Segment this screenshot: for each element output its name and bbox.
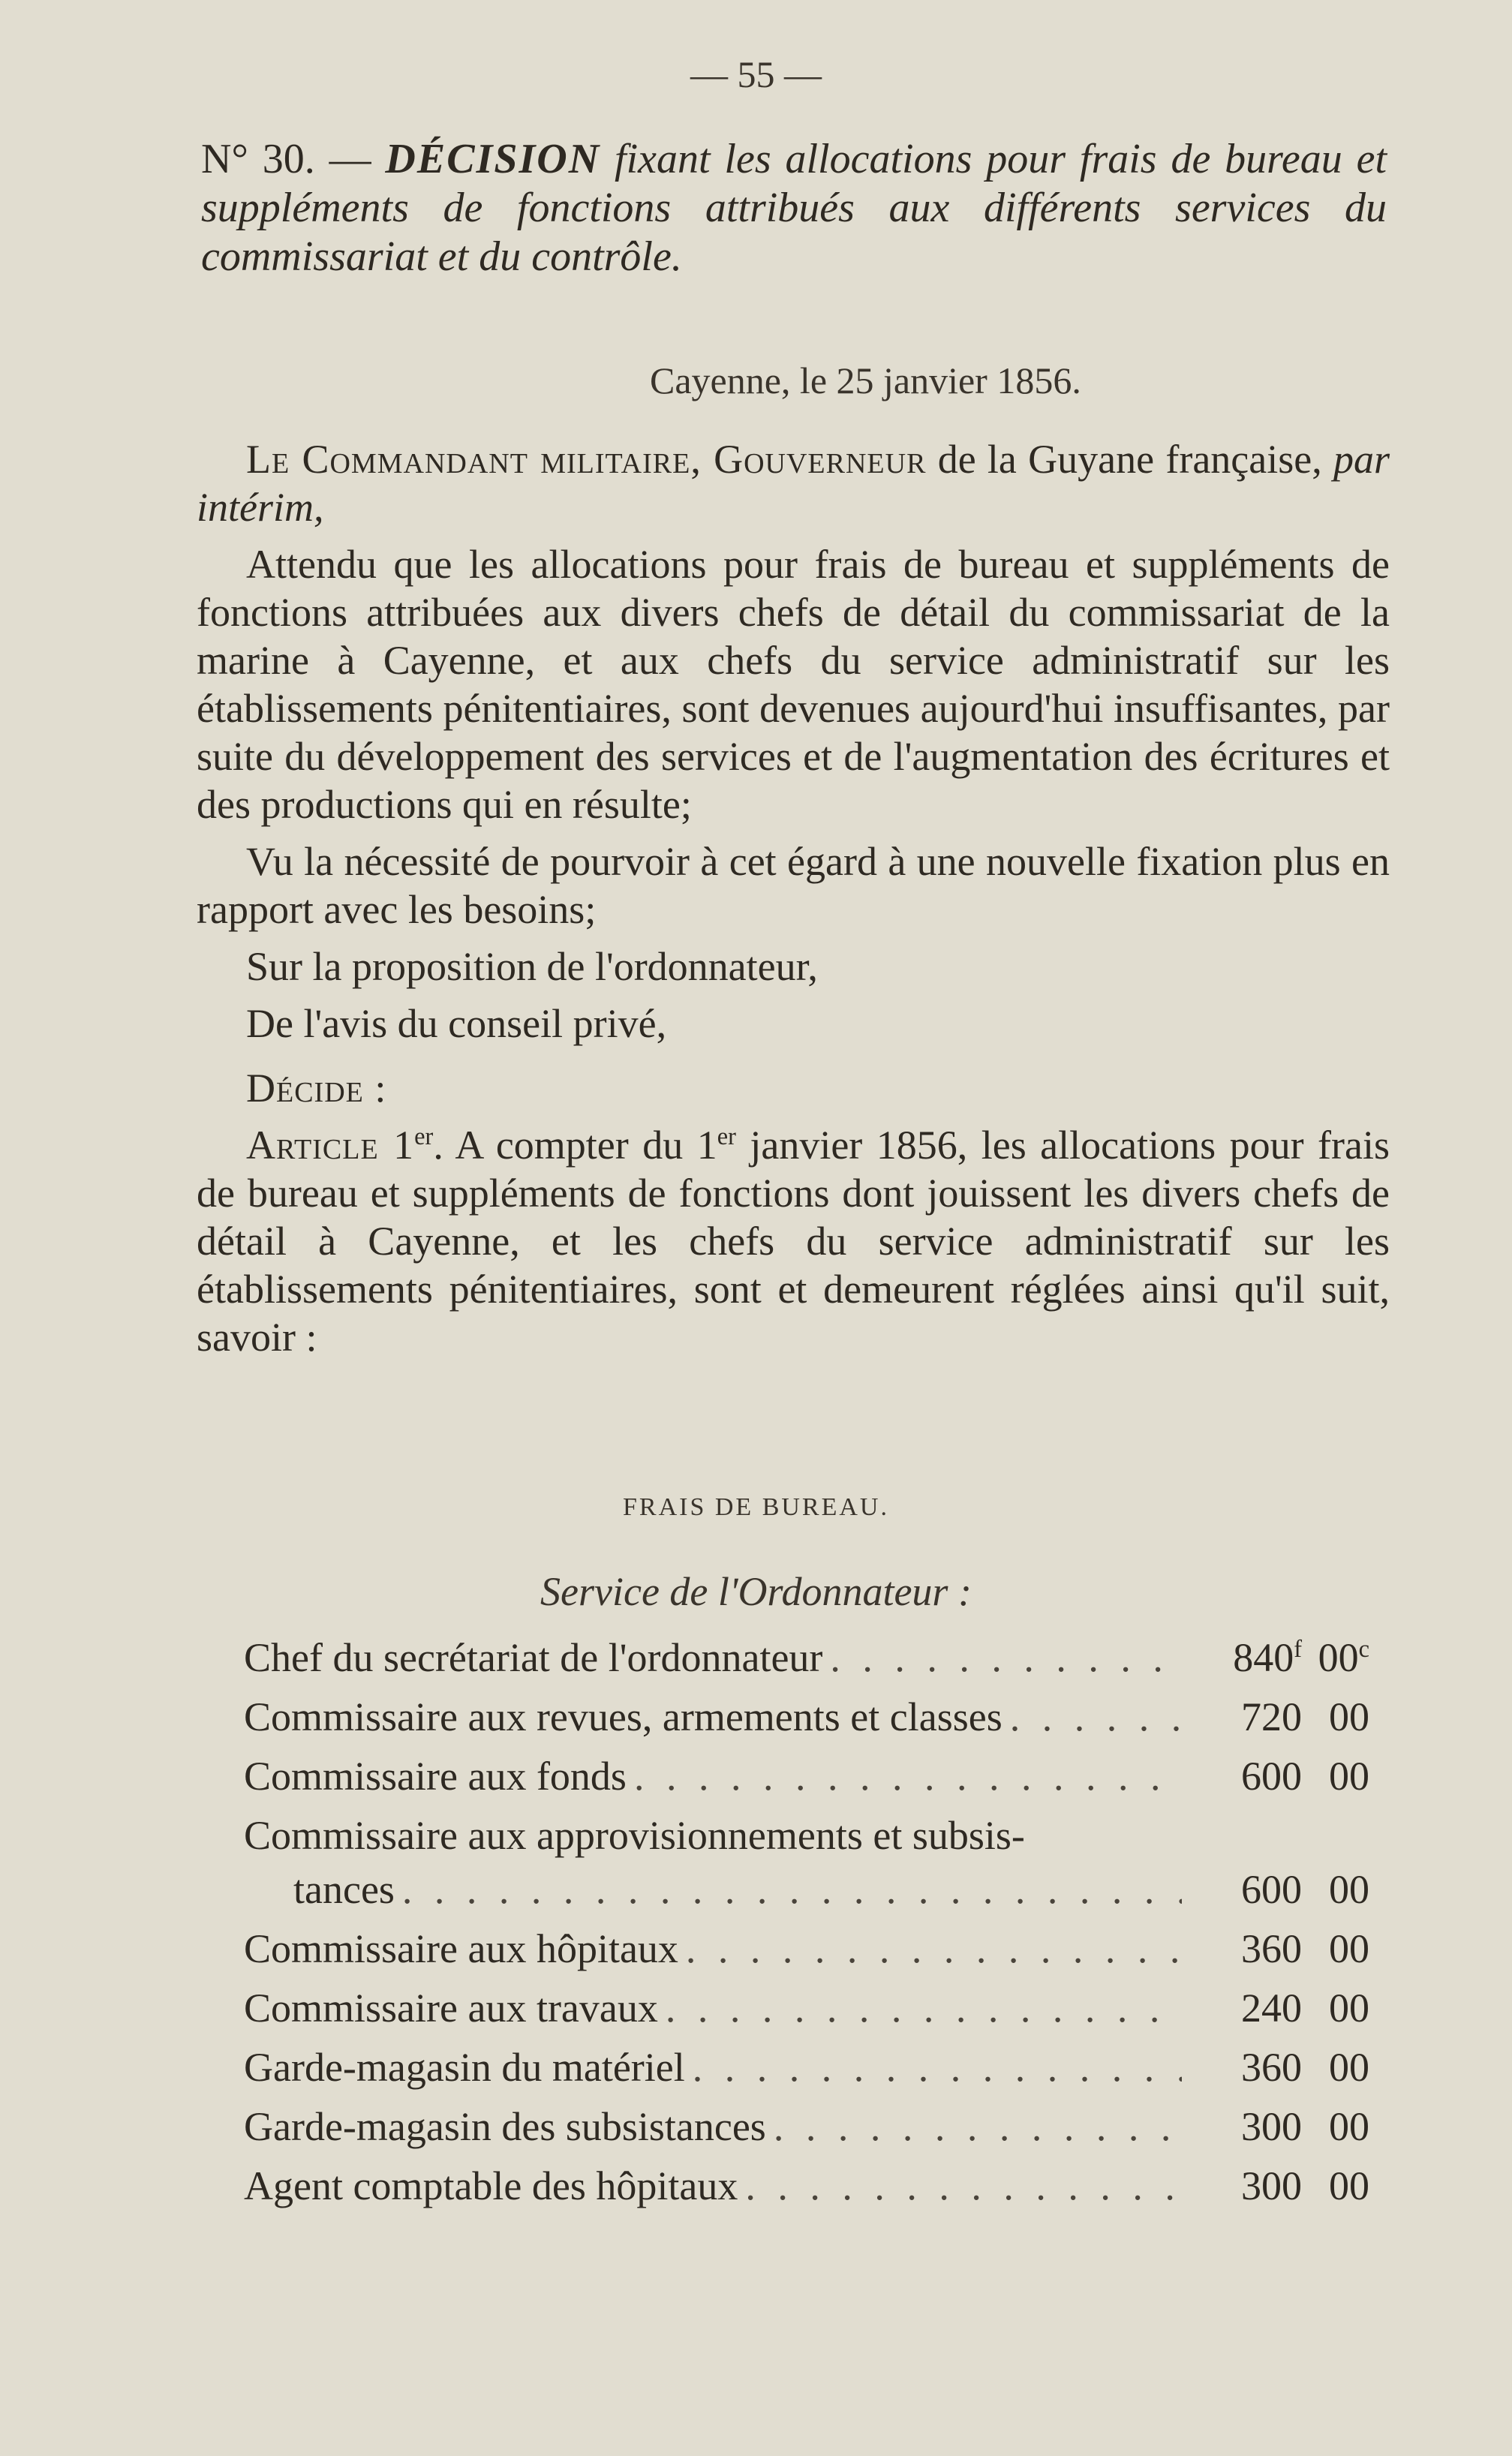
item-amount: 300 [1241,2104,1302,2149]
item-label: Garde-magasin des subsistances [244,2104,766,2149]
item-amount: 360 [1241,2045,1302,2090]
item-cents: 00 [1329,2045,1369,2090]
article-text-b: janvier 1856, les allocations pour frais de bureau et suppléments de fonctions dont jouissent les divers chefs de détail à Cayenne, et les chefs du service administratif sur les établissements pénitentiaires, sont et demeurent réglées ainsi qu'il suit, savoir : [197,1123,1390,1360]
decision-word: DÉCISION [385,136,601,182]
item-amount: 840$^f$ [1233,1635,1302,1680]
item-label: Commissaire aux approvisionnements et subsis- [244,1813,1025,1858]
item-amount: 600 [1241,1867,1302,1912]
item-cents: 00 [1329,1926,1369,1971]
list-item [244,1753,1369,1812]
item-cents: 00 [1329,2163,1369,2208]
item-amount: 240 [1241,1986,1302,2031]
title-text: fixant les allocations pour frais de bureau et suppléments de fonctions attribués aux différents services du commissariat et du contrôle. [201,136,1387,280]
item-cents: 00 [1329,1867,1369,1912]
dot-leader [745,2163,1182,2209]
list-item [244,1634,1369,1694]
item-cents: 00 [1329,1694,1369,1739]
dot-leader [693,2044,1182,2091]
list-item [244,1812,1369,1925]
list-item [244,2163,1369,2222]
dateline: Cayenne, le 25 janvier 1856. [650,359,1081,401]
item-cents: 00 [1329,1754,1369,1799]
dot-leader [830,1634,1182,1681]
subheading: Service de l'Ordonnateur : [540,1569,972,1614]
paragraph: Vu la nécessité de pourvoir à cet égard à une nouvelle fixation plus en rapport avec les besoins; [197,839,1390,932]
item-amount: 300 [1241,2163,1302,2208]
decision-title [201,135,1387,281]
list-item [244,1985,1369,2044]
page-number: — 55 — [690,53,822,95]
decision-number: N° 30. [201,136,315,182]
dot-leader [634,1753,1182,1799]
article-label: Article 1 [246,1123,415,1168]
title-dash: — [329,136,371,182]
dot-leader [402,1866,1182,1913]
dot-leader [774,2103,1182,2150]
item-label: Garde-magasin du matériel [244,2045,685,2090]
paragraph: Sur la proposition de l'ordonnateur, [246,944,818,989]
author-italic: par intérim, [197,437,1390,530]
item-cents: 00$^c$ [1318,1635,1369,1680]
article-label-sup: er [414,1123,434,1150]
allocation-list [244,1634,1369,2222]
item-cents: 00 [1329,2104,1369,2149]
item-label-continuation: tances [293,1867,395,1912]
preamble [197,435,1390,531]
item-cents: 00 [1329,1986,1369,2031]
item-label: Commissaire aux hôpitaux [244,1926,678,1971]
item-label: Commissaire aux fonds [244,1754,627,1799]
item-label: Chef du secrétariat de l'ordonnateur [244,1635,823,1680]
section-heading: FRAIS DE BUREAU. [623,1493,889,1521]
item-label: Agent comptable des hôpitaux [244,2163,738,2208]
list-item [244,1694,1369,1753]
item-label: Commissaire aux revues, armements et classes [244,1694,1002,1739]
body-text [197,435,1390,1361]
dot-leader [1010,1694,1182,1740]
author-rest: de la Guyane française, [926,437,1333,482]
list-item [244,2044,1369,2103]
dot-leader [666,1985,1182,2031]
paragraph: Attendu que les allocations pour frais de bureau et suppléments de fonctions attribuées aux divers chefs de détail du commissariat de la marine à Cayenne, et aux chefs du service administratif sur les établissements pénitentiaires, sont devenues aujourd'hui insuffisantes, par suite du développement des services et de l'augmentation des écritures et des productions qui en résulte; [197,542,1390,827]
item-amount: 360 [1241,1926,1302,1971]
item-amount: 600 [1241,1754,1302,1799]
author-title: Le Commandant militaire, Gouverneur [246,437,927,482]
dot-leader [686,1925,1182,1972]
article-text-a: . A compter du 1 [433,1123,717,1168]
list-item [244,1925,1369,1985]
decide-heading: Décide : [246,1066,387,1111]
item-amount: 720 [1241,1694,1302,1739]
list-item [244,2103,1369,2163]
item-label: Commissaire aux travaux [244,1986,658,2031]
article-text-sup: er [717,1123,736,1150]
article-1 [197,1121,1390,1361]
paragraph: De l'avis du conseil privé, [246,1001,667,1046]
